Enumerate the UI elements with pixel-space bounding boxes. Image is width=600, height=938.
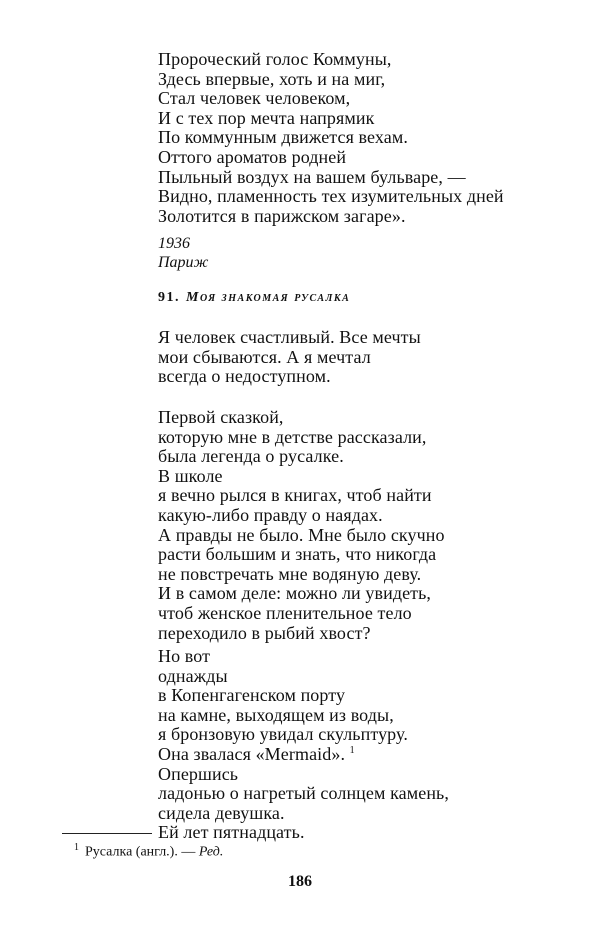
poem-line: Оттого ароматов родней <box>158 146 347 167</box>
poem-line: А правды не было. Мне было скучно <box>158 524 445 545</box>
page-number: 186 <box>288 873 312 890</box>
poem-line: не повстречать мне водяную деву. <box>158 563 422 584</box>
poem-line: Золотится в парижском загаре». <box>158 205 406 226</box>
previous-poem-ending <box>158 50 504 226</box>
poem-line: Пророческий голос Коммуны, <box>158 49 392 69</box>
poem-line: Ей лет пятнадцать. <box>158 822 305 843</box>
poem-line: По коммунным движется вехам. <box>158 127 408 148</box>
stanza-2 <box>158 408 445 643</box>
poem-date-year: 1936 <box>158 235 190 252</box>
poem-line: расти большим и знать, что никогда <box>158 544 437 565</box>
poem-line: ладонью о нагретый солнцем камень, <box>158 783 449 804</box>
poem-title: Моя знакомая русалка <box>186 290 351 305</box>
poem-line: И в самом деле: можно ли увидеть, <box>158 583 432 604</box>
poem-line: всегда о недоступном. <box>158 366 331 387</box>
poem-line-text: Она звалася «Mermaid». <box>158 743 346 764</box>
poem-line: Видно, пламенность тех изумительных дней <box>158 186 504 207</box>
poem-line: В школе <box>158 465 223 486</box>
poem-line: которую мне в детстве рассказали, <box>158 426 427 447</box>
poem-heading <box>158 290 350 306</box>
poem-line: я вечно рылся в книгах, чтоб найти <box>158 485 432 506</box>
footnote <box>74 842 223 861</box>
poem-line: я бронзовую увидал скульптуру. <box>158 724 408 745</box>
poem-line: Пыльный воздух на вашем бульваре, — <box>158 166 466 187</box>
poem-line: Стал человек человеком, <box>158 88 351 109</box>
poem-line: была легенда о русалке. <box>158 446 344 467</box>
footnote-editor: Ред. <box>198 844 224 860</box>
poem-line: Здесь впервые, хоть и на миг, <box>158 68 386 89</box>
poem-line: мои сбываются. А я мечтал <box>158 346 371 367</box>
poem-line: Первой сказкой, <box>158 407 284 427</box>
poem-date-place: Париж <box>158 254 209 271</box>
poem-line: чтоб женское пленительное тело <box>158 602 412 623</box>
poem-line: И с тех пор мечта напрямик <box>158 107 375 128</box>
poem-line: в Копенгагенском порту <box>158 685 346 706</box>
footnote-reference[interactable]: 1 <box>349 744 355 756</box>
poem-line: переходило в рыбий хвост? <box>158 622 371 643</box>
poem-number: 91. <box>158 290 180 305</box>
poem-line: Но вот <box>158 646 211 666</box>
footnote-text: Русалка (англ.). — <box>85 844 196 860</box>
poem-line: однажды <box>158 665 228 686</box>
poem-line: Я человек счастливый. Все мечты <box>158 327 421 347</box>
footnote-divider <box>62 833 152 834</box>
poem-line: какую-либо правду о наядах. <box>158 504 383 525</box>
stanza-1 <box>158 328 421 387</box>
poem-line: сидела девушка. <box>158 802 285 823</box>
stanza-3 <box>158 647 449 843</box>
footnote-mark: 1 <box>74 842 79 853</box>
poem-line: Опершись <box>158 763 239 784</box>
poem-line-with-footnote <box>158 745 449 765</box>
poem-line: на камне, выходящем из воды, <box>158 704 394 725</box>
